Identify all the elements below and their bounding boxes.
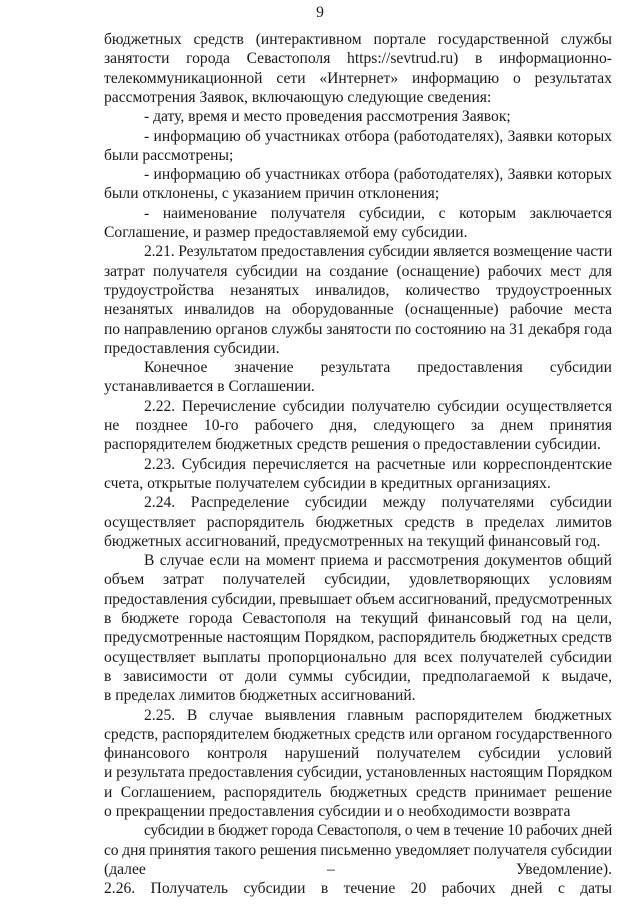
text-line: 2.22. Перечисление субсидии получателю субсидии осуществляется [144,398,612,415]
text-line: предоставления субсидии, превышает объем ассигнований, предусмотренных [104,591,613,608]
text-line: не позднее 10-го рабочего дня, следующего за днем принятия [104,417,612,434]
text-line: незанятых инвалидов на оборудованные (оснащенные) рабочие места [104,301,612,318]
text-line: Конечное значение результата предоставления субсидии [144,359,612,376]
text-line: объем затрат получателей субсидии, удовлетворяющих условиям [104,571,612,588]
text-line: о прекращении предоставления субсидии и о необходимости возврата [104,803,571,820]
text-line: устанавливается в Соглашении. [104,378,315,395]
text-line: 2.23. Субсидия перечисляется на расчетные или корреспондентские [144,456,612,473]
text-line: распорядителем бюджетных средств решения о предоставлении субсидии. [104,436,601,453]
text-line: финансового контроля нарушений получателем субсидии условий [104,745,612,762]
text-line: рассмотрения Заявок, включающую следующие сведения: [104,89,492,106]
text-line: в зависимости от доли суммы субсидии, предполагаемой к выдаче, [104,668,612,685]
text-line: затрат получателя субсидии на создание (оснащение) рабочих мест для [104,263,612,280]
text-line: Соглашение, и размер предоставляемой ему субсидии. [104,224,468,241]
text-line: в пределах лимитов бюджетных ассигнований. [104,687,416,704]
text-line: счета, открытые получателем субсидии в кредитных организациях. [104,475,551,492]
text-line: были рассмотрены; [104,147,234,164]
text-line: со дня принятия такого решения письменно уведомляет получателя субсидии [104,842,612,859]
text-line: бюджетных средств (интерактивном портале государственной службы [104,31,612,48]
text-line: по направлению органов службы занятости по состоянию на 31 декабря года [104,321,612,338]
text-line: осуществляет распорядитель бюджетных средств в пределах лимитов [104,514,612,531]
text-line: 2.21. Результатом предоставления субсидии является возмещение части [144,243,613,260]
text-line: и Соглашением, распорядитель бюджетных средств принимает решение [104,784,612,801]
text-line: 2.26. Получатель субсидии в течение 20 рабочих дней с даты [104,880,612,897]
text-line: - наименование получателя субсидии, с которым заключается [144,205,612,222]
text-line: предоставления субсидии. [104,340,280,357]
text-line: в бюджете города Севастополя на текущий финансовый год на цели, [104,610,612,627]
text-line: субсидии в бюджет города Севастополя, о чем в течение 10 рабочих дней [144,822,612,839]
text-line: - информацию об участниках отбора (работодателях), Заявки которых [144,128,612,145]
text-line: (далее – Уведомление). [104,861,612,878]
text-line: - информацию об участниках отбора (работодателях), Заявки которых [144,166,612,183]
text-line: и результата предоставления субсидии, установленных настоящим Порядком [104,764,613,781]
text-line: трудоустройства незанятых инвалидов, количество трудоустроенных [104,282,612,299]
text-line: занятости города Севастополя https://sevtrud.ru) в информационно- [104,50,612,67]
text-line: средств, распорядителем бюджетных средств или органом государственного [104,726,612,743]
text-line: 2.25. В случае выявления главным распорядителем бюджетных [144,707,612,724]
text-line: бюджетных ассигнований, предусмотренных на текущий финансовый год. [104,533,601,550]
text-line: - дату, время и место проведения рассмотрения Заявок; [144,108,511,125]
text-line: были отклонены, с указанием причин отклонения; [104,185,440,202]
text-line: В случае если на момент приема и рассмотрения документов общий [144,552,612,569]
text-line: телекоммуникационной сети «Интернет» информацию о результатах [104,70,612,87]
text-line: предусмотренные настоящим Порядком, распорядитель бюджетных средств [104,629,612,646]
text-line: 2.24. Распределение субсидии между получателями субсидии [144,494,612,511]
text-line: осуществляет выплаты пропорционально для всех получателей субсидии [104,649,612,666]
page-number: 9 [316,4,324,21]
